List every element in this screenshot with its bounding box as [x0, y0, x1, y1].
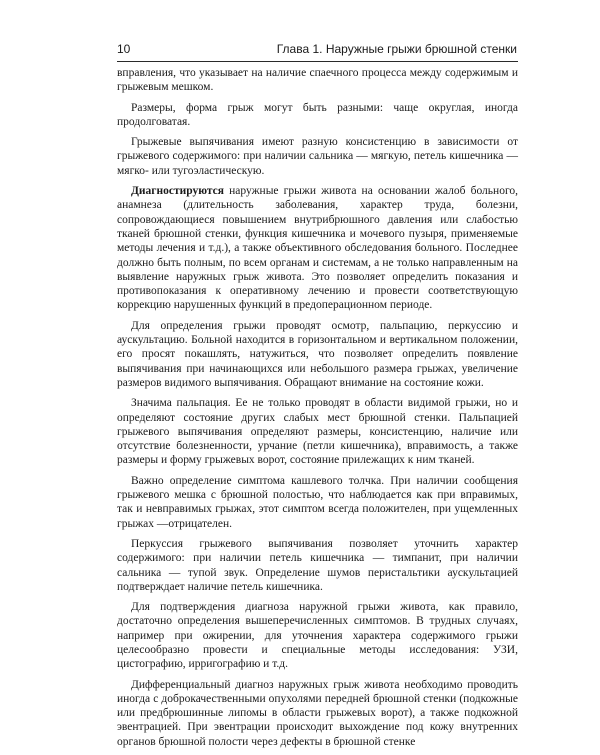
paragraph: [117, 537, 518, 594]
paragraph-text: Перкуссия грыжевого выпячивания позволяет уточнить характер содержимого: при наличии петель кишечника — тимпанит, при наличии сальника — тупой звук. Определение шумов перистальтики аускультацией подтверждает наличие петель кишечника.: [117, 537, 518, 593]
chapter-title: Глава 1. Наружные грыжи брюшной стенки: [276, 42, 517, 56]
paragraph: [117, 678, 518, 749]
paragraph-text: Для подтверждения диагноза наружной грыжи живота, как правило, достаточно определения вышеперечисленных симптомов. В трудных случаях, например при ожирении, для уточнения характера содержимого грыжи целесообразно провести и специальные методы исследования: УЗИ, цистографию, ирригографию и т.д.: [117, 601, 518, 671]
paragraph: [117, 474, 518, 531]
page-number: 10: [117, 42, 131, 56]
paragraph-text: вправления, что указывает на наличие спаечного процесса между содержимым и грыжевым мешком.: [117, 67, 518, 94]
paragraph-text: Размеры, форма грыж могут быть разными: чаще округлая, иногда продолговатая.: [117, 101, 518, 128]
paragraph-text: Для определения грыжи проводят осмотр, пальпацию, перкуссию и аускультацию. Больной находится в горизонтальном и вертикальном положении, его просят покашлять, натужиться, что позволяет определить появление выпячивания при начинающихся или небольшого размера грыжах, увеличение размеров видимого выпячивания. Обращают внимание на состояние кожи.: [117, 319, 518, 389]
paragraph-text: Дифференциальный диагноз наружных грыж живота необходимо проводить иногда с доброкачественными опухолями передней брюшной стенки (подкожные или предбрюшинные липомы в области грыжевых ворот), а также подкожной эвентрацией. При эвентрации происходит выхождение под кожу внутренних органов брюшной полости через дефекты в брюшной стенке: [117, 678, 518, 748]
body-text: [117, 66, 518, 755]
paragraph: [117, 101, 518, 130]
paragraph: [117, 396, 518, 467]
paragraph-text: Важно определение симптома кашлевого толчка. При наличии сообщения грыжевого мешка с брюшной полостью, что наблюдается как при вправимых, так и невправимых грыжах, этот симптом всегда положителен, при ущемленных грыжах —отрицателен.: [117, 474, 518, 530]
paragraph-text: Значима пальпация. Ее не только проводят в области видимой грыжи, но и определяют состояние других слабых мест брюшной стенки. Пальпацией грыжевого выпячивания определяют размеры, консистенцию, наличие или отсутствие болезненности, урчание (петли кишечника), вправимость, а также размеры и форму грыжевых ворот, состояние прилежащих к ним тканей.: [117, 397, 518, 467]
paragraph: [117, 135, 518, 178]
paragraph-text: наружные грыжи живота на основании жалоб больного, анамнеза (длительность заболевания, характер труда, болезни, сопровождающиеся повышением внутрибрюшного давления или слабостью тканей брюшной стенки, функция кишечника и мочевого пузыря, применяемые методы лечения и т.д.), а также объективного обследования больного. Последнее должно быть полным, по всем органам и системам, а не только направленным на выявление наружных грыж живота. Это позволяет определить показания и противопоказания к оперативному лечению и провести соответствующую коррекцию нарушенных функций в предоперационном периоде.: [117, 185, 518, 312]
running-header: [117, 42, 517, 62]
paragraph: [117, 600, 518, 671]
paragraph: [117, 66, 518, 95]
paragraph-text: Грыжевые выпячивания имеют разную консистенцию в зависимости от грыжевого содержимого: при наличии сальника — мягкую, петель кишечника — мягко- или тугоэластическую.: [117, 136, 518, 177]
paragraph: [117, 319, 518, 390]
paragraph: [117, 184, 518, 313]
paragraph-lead-term: Диагностируются: [131, 185, 225, 198]
header-divider: [117, 61, 518, 62]
